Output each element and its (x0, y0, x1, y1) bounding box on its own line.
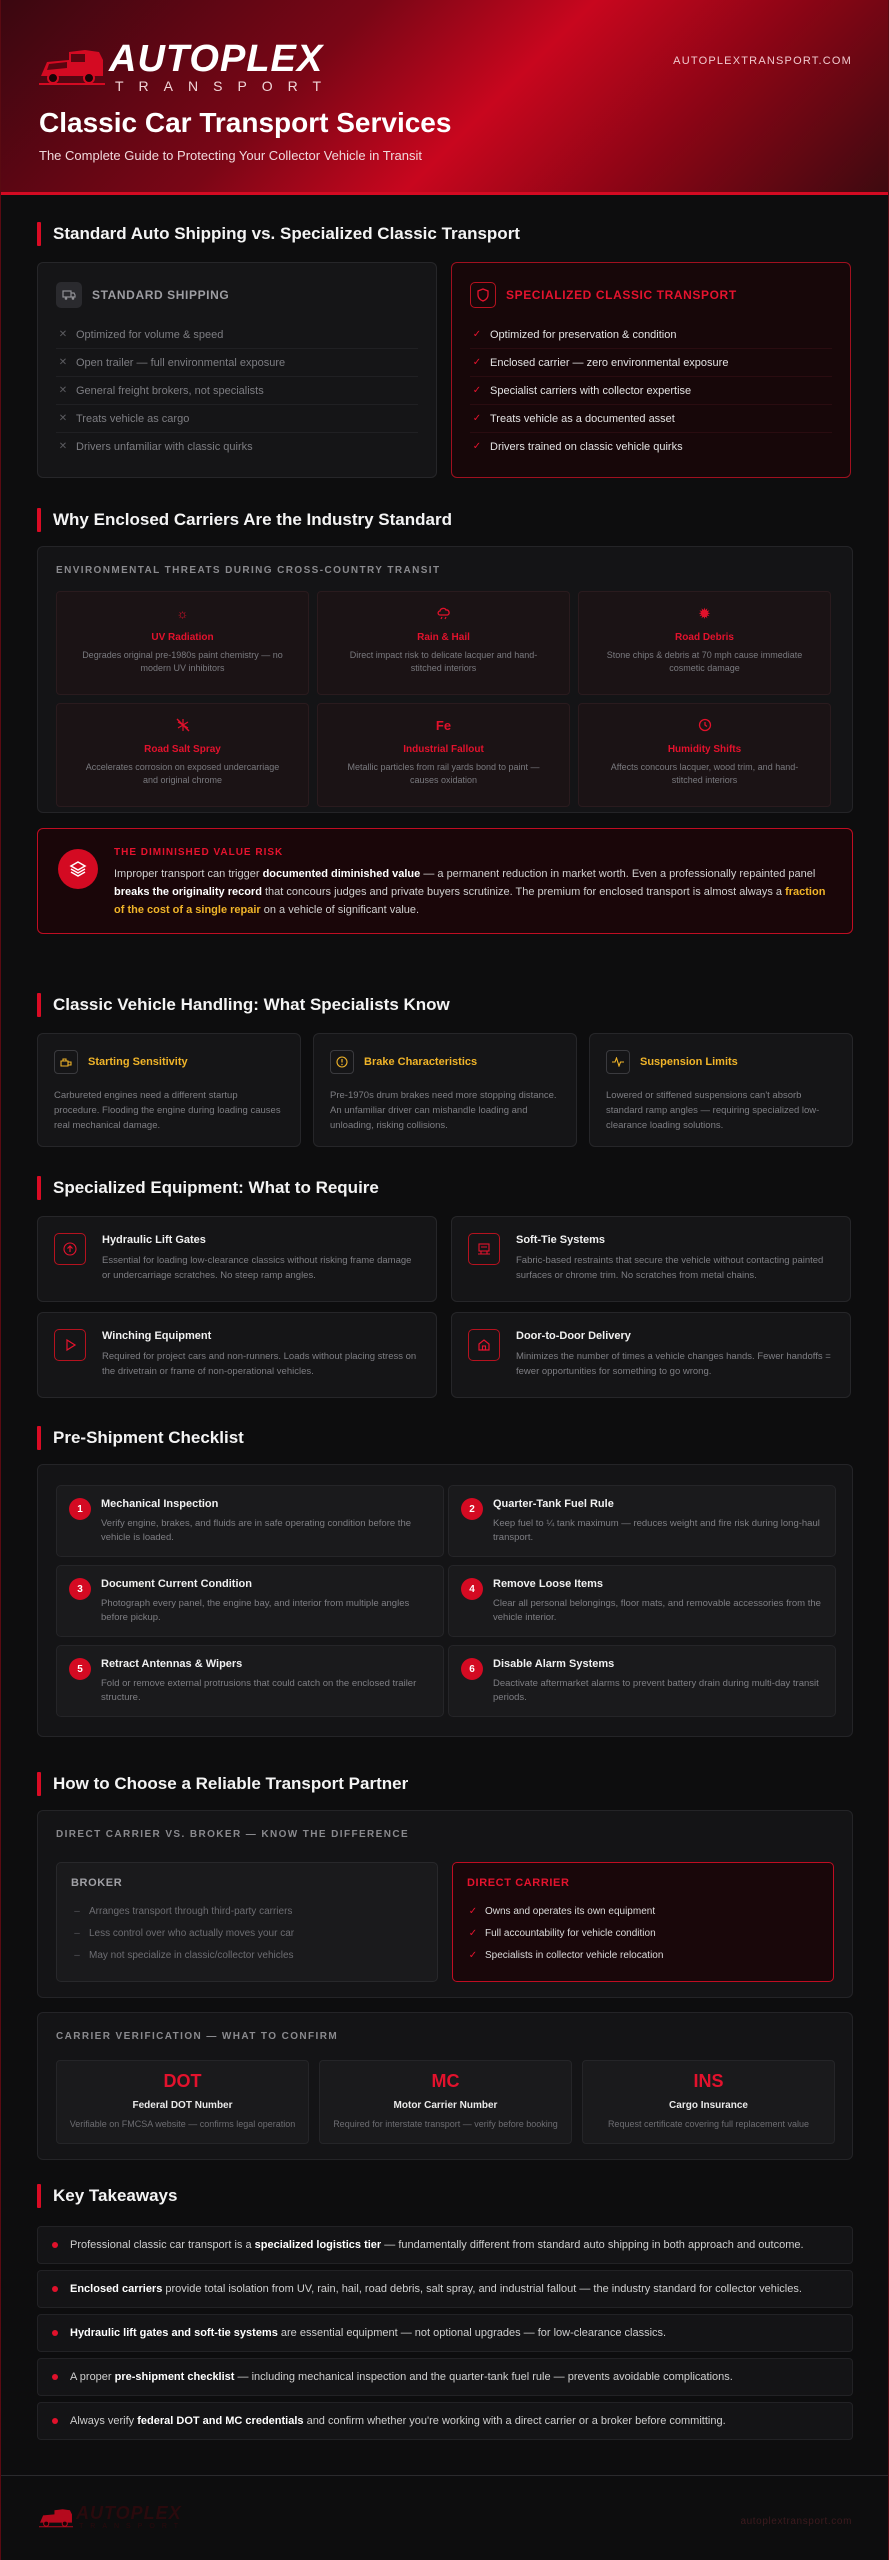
checklist-item (448, 1645, 836, 1717)
step-number: 5 (69, 1658, 91, 1680)
step-number: 6 (461, 1658, 483, 1680)
threats-eyebrow: ENVIRONMENTAL THREATS DURING CROSS-COUNTRY TRANSIT (56, 565, 441, 576)
footer-logo-subtext: TRANSPORT (79, 2523, 186, 2530)
section-title: Key Takeaways (37, 2184, 853, 2208)
broker-card (56, 1862, 438, 1982)
equipment-card-winch (37, 1312, 437, 1398)
carrier-broker-eyebrow: DIRECT CARRIER VS. BROKER — KNOW THE DIFFERENCE (56, 1829, 410, 1840)
carrier-verification-panel (37, 2012, 853, 2160)
threat-card-uv: ☼ UV Radiation Degrades original pre-1980s paint chemistry — no modern UV inhibitors (56, 591, 309, 695)
strap-icon (468, 1233, 500, 1265)
cross-icon: ✕ (58, 441, 68, 452)
standard-shipping-list (56, 321, 418, 461)
check-icon: ✓ (472, 384, 482, 396)
check-icon: ✓ (472, 412, 482, 424)
cloud-rain-icon (318, 606, 569, 622)
direct-carrier-card (452, 1862, 834, 1982)
logo-wordmark: AUTOPLEX (109, 38, 324, 80)
threat-card-rain: Rain & Hail Direct impact risk to delicate lacquer and hand-stitched interiors (317, 591, 570, 695)
bullet-icon (52, 2330, 58, 2336)
diminished-value-callout (37, 828, 853, 934)
checklist-section (37, 1426, 853, 1742)
comparison-section (37, 222, 853, 482)
handling-card-suspension (589, 1033, 853, 1147)
direct-carrier-label: DIRECT CARRIER (467, 1877, 570, 1889)
cross-icon: ✕ (58, 356, 68, 368)
broker-label: BROKER (71, 1877, 123, 1889)
threats-grid (56, 591, 831, 807)
list-item: ✓ Treats vehicle as a documented asset (470, 405, 832, 433)
equipment-desc: Fabric-based restraints that secure the vehicle without contacting painted surfaces or chrome trim. No scratches from metal chains. (516, 1255, 824, 1281)
dash-icon: – (74, 1950, 80, 1961)
arrow-up-icon (54, 1233, 86, 1265)
list-item: ✓ Full accountability for vehicle condition (467, 1923, 819, 1945)
specialized-transport-list (470, 321, 832, 461)
bullet-icon (52, 2242, 58, 2248)
footer-url-link[interactable]: autoplextransport.com (740, 2516, 852, 2527)
step-desc: Deactivate aftermarket alarms to prevent battery drain during multi-day transit periods. (493, 1678, 819, 1703)
takeaway-item: Professional classic car transport is a specialized logistics tier — fundamentally different from standard auto shipping in both approach and outcome. (37, 2226, 853, 2264)
section-title: Classic Vehicle Handling: What Specialists Know (37, 993, 853, 1017)
truck-logo-icon (39, 46, 105, 88)
cross-icon: ✕ (58, 412, 68, 424)
handling-card-desc: Lowered or stiffened suspensions can't absorb standard ramp angles — requiring specialized low-clearance loading solutions. (606, 1090, 820, 1131)
specialized-transport-card (451, 262, 851, 478)
dash-icon: – (74, 1928, 80, 1939)
partner-section (37, 1772, 853, 2172)
section-title: Standard Auto Shipping vs. Specialized Classic Transport (37, 222, 853, 246)
page-subtitle: The Complete Guide to Protecting Your Collector Vehicle in Transit (39, 148, 422, 163)
handling-card-title: Starting Sensitivity (88, 1056, 188, 1068)
step-title: Retract Antennas & Wipers (101, 1658, 243, 1670)
step-title: Remove Loose Items (493, 1578, 604, 1590)
handling-card-title: Suspension Limits (640, 1056, 738, 1068)
checklist-panel (37, 1464, 853, 1737)
check-icon: ✓ (472, 328, 482, 340)
step-desc: Photograph every panel, the engine bay, and interior from multiple angles before pickup. (101, 1598, 410, 1623)
takeaways-section (37, 2184, 853, 2444)
cross-icon: ✕ (58, 328, 68, 340)
step-title: Mechanical Inspection (101, 1498, 219, 1510)
list-item: ✓ Drivers trained on classic vehicle quirks (470, 433, 832, 461)
snow-off-icon (57, 718, 308, 734)
pulse-icon (606, 1050, 630, 1074)
check-icon: ✓ (468, 1950, 478, 1961)
check-icon: ✓ (472, 441, 482, 452)
bullet-icon (52, 2418, 58, 2424)
step-title: Disable Alarm Systems (493, 1658, 615, 1670)
verification-card-mc: MC Motor Carrier Number Required for interstate transport — verify before booking (319, 2060, 572, 2144)
layers-icon (58, 849, 98, 889)
list-item: ✓ Specialist carriers with collector expertise (470, 377, 832, 405)
step-desc: Keep fuel to ¼ tank maximum — reduces weight and fire risk during long-haul transport. (493, 1518, 820, 1543)
logo-subtext: TRANSPORT (115, 78, 337, 94)
carrier-vs-broker-panel (37, 1810, 853, 1998)
list-item: ✓ Owns and operates its own equipment (467, 1901, 819, 1923)
header-banner (1, 0, 888, 195)
checklist-item (56, 1645, 444, 1717)
takeaway-item: Hydraulic lift gates and soft-tie systems are essential equipment — not optional upgrades — for low-clearance classics. (37, 2314, 853, 2352)
step-desc: Clear all personal belongings, floor mats, and removable accessories from the vehicle interior. (493, 1598, 821, 1623)
list-item: – Less control over who actually moves your car (71, 1923, 423, 1945)
threat-card-salt: Road Salt Spray Accelerates corrosion on exposed undercarriage and original chrome (56, 703, 309, 807)
standard-shipping-label: STANDARD SHIPPING (92, 288, 230, 302)
equipment-title: Door-to-Door Delivery (516, 1330, 631, 1342)
threat-card-fallout: Fe Industrial Fallout Metallic particles from rail yards bond to paint — causes oxidation (317, 703, 570, 807)
checklist-item (448, 1565, 836, 1637)
brand-logo[interactable] (39, 40, 336, 94)
section-title: Pre-Shipment Checklist (37, 1426, 853, 1450)
threat-card-humidity: Humidity Shifts Affects concours lacquer, wood trim, and hand-stitched interiors (578, 703, 831, 807)
list-item: ✓ Enclosed carrier — zero environmental exposure (470, 349, 832, 377)
step-desc: Fold or remove external protrusions that could catch on the enclosed trailer structure. (101, 1678, 417, 1703)
equipment-desc: Minimizes the number of times a vehicle changes hands. Fewer handoffs = fewer opportunities for something to go wrong. (516, 1351, 831, 1377)
list-item: ✕ Open trailer — full environmental exposure (56, 349, 418, 377)
equipment-desc: Required for project cars and non-runners. Loads without placing stress on the drivetrain or frame of non-operational vehicles. (102, 1351, 417, 1377)
section-title: Specialized Equipment: What to Require (37, 1176, 853, 1200)
step-number: 1 (69, 1498, 91, 1520)
page-title: Classic Car Transport Services (39, 107, 452, 138)
bullet-icon (52, 2374, 58, 2380)
step-title: Document Current Condition (101, 1578, 252, 1590)
list-item: ✓ Optimized for preservation & condition (470, 321, 832, 349)
equipment-title: Hydraulic Lift Gates (102, 1234, 206, 1246)
shield-icon (470, 282, 496, 308)
section-title: Why Enclosed Carriers Are the Industry Standard (37, 508, 853, 532)
truck-logo-icon (39, 2507, 73, 2529)
engine-icon (54, 1050, 78, 1074)
checklist-item (448, 1485, 836, 1557)
list-item: – May not specialize in classic/collector vehicles (71, 1945, 423, 1967)
takeaway-item: Enclosed carriers provide total isolation from UV, rain, hail, road debris, salt spray, and industrial fallout — the industry standard for collector vehicles. (37, 2270, 853, 2308)
verification-eyebrow: CARRIER VERIFICATION — WHAT TO CONFIRM (56, 2031, 339, 2042)
step-desc: Verify engine, brakes, and fluids are in safe operating condition before the vehicle is loaded. (101, 1518, 412, 1543)
equipment-card-door (451, 1312, 851, 1398)
footer-logo-wordmark: AUTOPLEX (76, 2503, 182, 2523)
threats-panel (37, 546, 853, 813)
threat-card-debris: ✹ Road Debris Stone chips & debris at 70 mph cause immediate cosmetic damage (578, 591, 831, 695)
burst-icon: ✹ (699, 606, 710, 621)
step-number: 4 (461, 1578, 483, 1600)
site-url-link[interactable]: AUTOPLEXTRANSPORT.COM (673, 55, 852, 67)
humidity-icon (579, 718, 830, 734)
list-item: ✓ Specialists in collector vehicle relocation (467, 1945, 819, 1967)
handling-card-title: Brake Characteristics (364, 1056, 478, 1068)
specialized-transport-label: SPECIALIZED CLASSIC TRANSPORT (506, 288, 737, 302)
handling-card-desc: Pre-1970s drum brakes need more stopping distance. An unfamiliar driver can mishandle loading and unloading, risking collisions. (330, 1090, 557, 1131)
verification-card-dot: DOT Federal DOT Number Verifiable on FMCSA website — confirms legal operation (56, 2060, 309, 2144)
step-number: 3 (69, 1578, 91, 1600)
check-icon: ✓ (468, 1928, 478, 1939)
standard-shipping-card (37, 262, 437, 478)
verification-card-ins: INS Cargo Insurance Request certificate covering full replacement value (582, 2060, 835, 2144)
list-item: ✕ Drivers unfamiliar with classic quirks (56, 433, 418, 461)
alert-circle-icon (330, 1050, 354, 1074)
iron-icon: Fe (435, 718, 452, 733)
play-icon (54, 1329, 86, 1361)
checklist-item (56, 1485, 444, 1557)
check-icon: ✓ (472, 356, 482, 368)
equipment-title: Soft-Tie Systems (516, 1234, 606, 1246)
footer-logo[interactable] (39, 2504, 185, 2531)
takeaway-item: A proper pre-shipment checklist — including mechanical inspection and the quarter-tank fuel rule — prevents avoidable complications. (37, 2358, 853, 2396)
step-number: 2 (461, 1498, 483, 1520)
equipment-card-lift (37, 1216, 437, 1302)
home-icon (468, 1329, 500, 1361)
section-title: How to Choose a Reliable Transport Partner (37, 1772, 853, 1796)
check-icon: ✓ (468, 1906, 478, 1917)
dash-icon: – (74, 1906, 80, 1917)
bullet-icon (52, 2286, 58, 2292)
list-item: ✕ Optimized for volume & speed (56, 321, 418, 349)
list-item: ✕ General freight brokers, not specialists (56, 377, 418, 405)
cross-icon: ✕ (58, 384, 68, 396)
list-item: – Arranges transport through third-party carriers (71, 1901, 423, 1923)
footer (1, 2475, 888, 2560)
enclosed-carriers-section (37, 508, 853, 978)
checklist-item (56, 1565, 444, 1637)
takeaway-item: Always verify federal DOT and MC credentials and confirm whether you're working with a direct carrier or a broker before committing. (37, 2402, 853, 2440)
handling-card-desc: Carbureted engines need a different startup procedure. Flooding the engine during loading causes real mechanical damage. (54, 1090, 281, 1131)
equipment-section (37, 1176, 853, 1400)
callout-title: THE DIMINISHED VALUE RISK (114, 847, 284, 858)
equipment-desc: Essential for loading low-clearance classics without risking frame damage or undercarriage scratches. No steep ramp angles. (102, 1255, 412, 1281)
handling-section (37, 993, 853, 1153)
handling-card-starting (37, 1033, 301, 1147)
equipment-card-softtie (451, 1216, 851, 1302)
truck-icon (56, 282, 82, 308)
callout-text: Improper transport can trigger documented diminished value — a permanent reduction in market worth. Even a professionally repainted panel breaks the originality record that concours judges and private buyers scrutinize. The premium for enclosed transport is almost always a fraction of the cost of a single repair on a vehicle of significant value. (114, 868, 826, 916)
list-item: ✕ Treats vehicle as cargo (56, 405, 418, 433)
sun-icon: ☼ (176, 606, 189, 621)
step-title: Quarter-Tank Fuel Rule (493, 1498, 614, 1510)
equipment-title: Winching Equipment (102, 1330, 212, 1342)
handling-card-brakes (313, 1033, 577, 1147)
